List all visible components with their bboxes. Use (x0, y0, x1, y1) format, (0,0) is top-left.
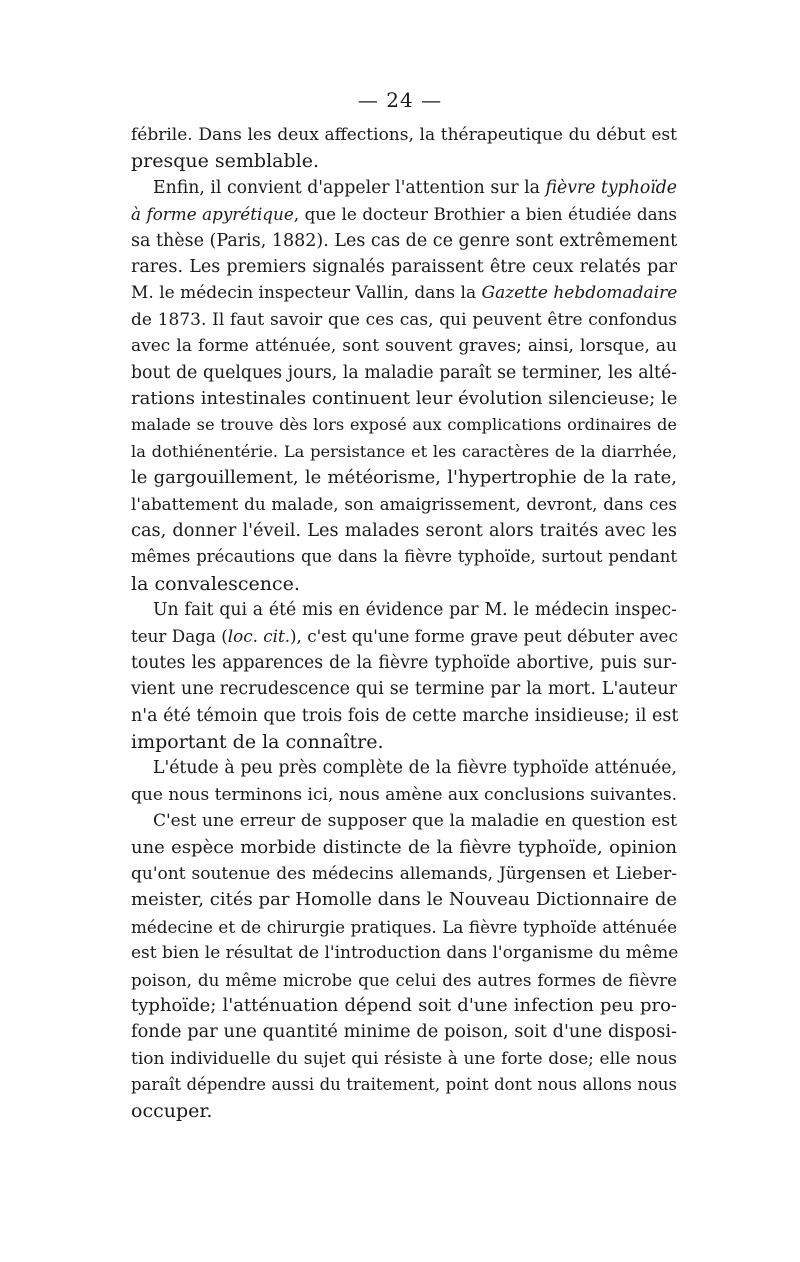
text-line: bout de quelques jours, la maladie paraît se terminer, les alté- (131, 362, 677, 383)
text-line: presque semblable. (131, 150, 320, 173)
page-number: — 24 — (357, 88, 443, 112)
text-line: une espèce morbide distincte de la fièvre typhoïde, opinion (131, 836, 677, 858)
text-line: meister, cités par Homolle dans le Nouveau Dictionnaire de (131, 889, 677, 911)
text-line: rares. Les premiers signalés paraissent être ceux relatés par (131, 256, 677, 277)
text-run: , que le docteur Brothier a bien étudiée dans (293, 204, 677, 225)
text-line: vient une recrudescence qui se termine par la mort. L'auteur (131, 679, 677, 700)
text-line (131, 201, 677, 227)
text-run: ), c'est qu'une forme grave peut débuter avec (290, 626, 678, 647)
text-line: que nous terminons ici, nous amène aux conclusions suivantes. (131, 784, 677, 805)
text-line: poison, du même microbe que celui des autres formes de fièvre (131, 969, 677, 990)
text-line: la convalescence. (131, 572, 300, 595)
text-line: C'est une erreur de supposer que la maladie en question est (153, 811, 677, 832)
text-line (131, 175, 677, 201)
text-line: de 1873. Il faut savoir que ces cas, qui peuvent être confondus (131, 309, 677, 330)
text-line (131, 280, 677, 306)
text-line: paraît dépendre aussi du traitement, point dont nous allons nous (131, 1075, 677, 1095)
text-line: fonde par une quantité minime de poison, soit d'une disposi- (131, 1022, 677, 1043)
text-line: qu'ont soutenue des médecins allemands, Jürgensen et Lieber- (131, 863, 677, 884)
text-line (131, 623, 677, 649)
italic-term: Gazette hebdomadaire (481, 283, 678, 304)
text-line: occuper. (131, 1100, 213, 1123)
text-line: sa thèse (Paris, 1882). Les cas de ce genre sont extrêmement (131, 230, 678, 251)
text-line: typhoïde; l'atténuation dépend soit d'une infection peu pro- (131, 994, 677, 1016)
text-run: teur Daga ( (131, 626, 228, 647)
text-line: avec la forme atténuée, sont souvent graves; ainsi, lorsque, au (131, 336, 677, 357)
italic-term: loc. cit. (227, 626, 291, 647)
text-line: n'a été témoin que trois fois de cette marche insidieuse; il est (131, 705, 679, 726)
text-line: le gargouillement, le météorisme, l'hypertrophie de la rate, (131, 467, 677, 489)
text-line: malade se trouve dès lors exposé aux complications ordinaires de (131, 415, 677, 435)
text-line: important de la connaître. (131, 730, 384, 753)
text-line: rations intestinales continuent leur évolution silencieuse; le (131, 387, 678, 409)
text-run: M. le médecin inspecteur Vallin, dans la (131, 283, 482, 304)
text-line: la dothiénentérie. La persistance et les caractères de la diarrhée, (131, 441, 677, 461)
text-line: tion individuelle du sujet qui résiste à une forte dose; elle nous (131, 1048, 677, 1069)
text-line: est bien le résultat de l'introduction dans l'organisme du même (131, 943, 679, 964)
text-line: Un fait qui a été mis en évidence par M. le médecin inspec- (153, 600, 677, 621)
text-line: mêmes précautions que dans la fièvre typhoïde, surtout pendant (131, 547, 677, 567)
italic-term: à forme apyrétique (131, 204, 294, 225)
italic-term: fièvre typhoïde (545, 177, 677, 198)
text-line: cas, donner l'éveil. Les malades seront alors traités avec les (131, 520, 677, 541)
text-line: L'étude à peu près complète de la fièvre typhoïde atténuée, (153, 758, 677, 779)
text-run: Enfin, il convient d'appeler l'attention sur la (153, 177, 546, 198)
text-line: médecine et de chirurgie pratiques. La fièvre typhoïde atténuée (131, 916, 677, 937)
text-line: l'abattement du malade, son amaigrissement, devront, dans ces (131, 494, 677, 515)
text-line: fébrile. Dans les deux affections, la thérapeutique du début est (131, 125, 677, 145)
body-text (131, 122, 677, 1125)
text-line: toutes les apparences de la fièvre typhoïde abortive, puis sur- (131, 652, 677, 673)
